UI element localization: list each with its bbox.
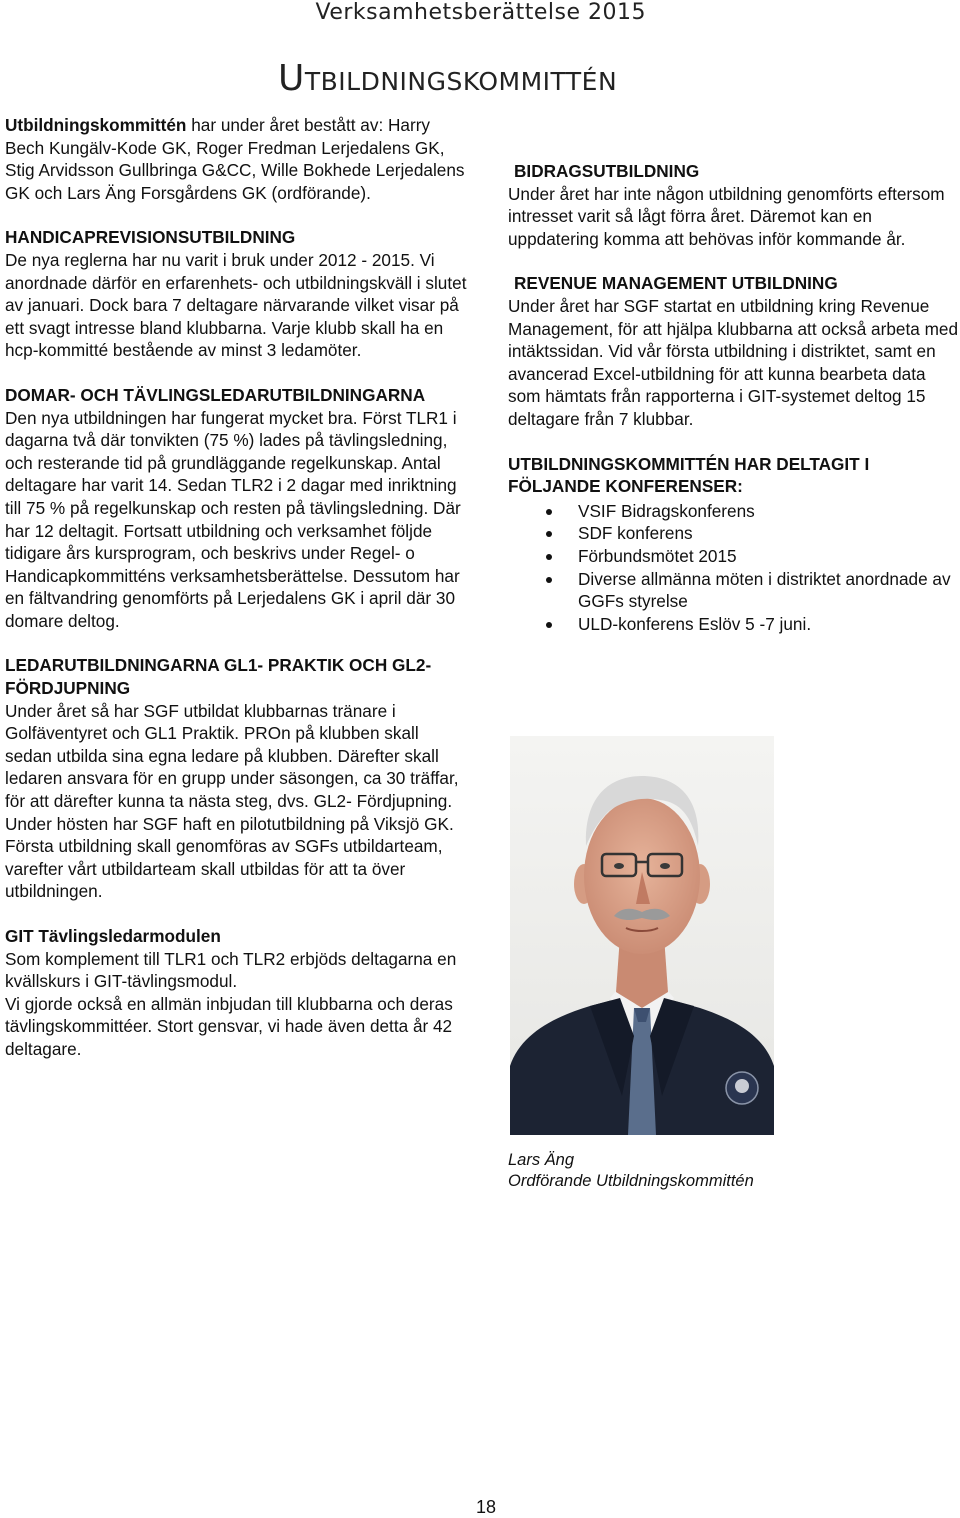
konferenser-list [508, 500, 960, 636]
list-item: ULD-konferens Eslöv 5 -7 juni. [578, 613, 960, 636]
caption-name: Lars Äng [508, 1151, 575, 1169]
page-number: 18 [476, 1497, 497, 1517]
portrait-photo [510, 736, 774, 1135]
handicap-heading: HANDICAPREVISIONSUTBILDNING [5, 227, 296, 248]
right-column [508, 160, 960, 635]
bidrag-body: Under året har inte någon utbildning genomförts eftersom intresset varit så lågt förra året. Däremot kan en uppdatering komma att behövas inför kommande år. [508, 183, 945, 249]
git-body-1: Som komplement till TLR1 och TLR2 erbjöds deltagarna en kvällskurs i GIT-tävlingsmodul. [5, 948, 457, 992]
list-item: Förbundsmötet 2015 [578, 545, 960, 568]
intro-text: har under året bestått av: Harry Bech Kungälv-Kode GK, Roger Fredman Lerjedalens GK, Stig Arvidsson Gullbringa G&CC, Wille Bokhede Lerjedalens GK och Lars Äng Forsgårdens GK (ordförande). [5, 115, 465, 203]
konferenser-heading: UTBILDNINGSKOMMITTÉN HAR DELTAGIT I FÖLJANDE KONFERENSER: [508, 453, 870, 497]
list-item: Diverse allmänna möten i distriktet anordnade av GGFs styrelse [578, 568, 960, 613]
section-title: Utbildningskommittén [278, 58, 618, 99]
report-title: Verksamhetsberättelse 2015 [315, 0, 646, 25]
domar-heading: DOMAR- OCH TÄVLINGSLEDARUTBILDNINGARNA [5, 384, 426, 405]
list-item: SDF konferens [578, 522, 960, 545]
ledar-heading: LEDARUTBILDNINGARNA GL1- PRAKTIK OCH GL2- FÖRDJUPNING [5, 655, 432, 699]
bidrag-heading: BIDRAGSUTBILDNING [514, 161, 700, 181]
photo-caption [508, 1150, 754, 1192]
caption-role: Ordförande Utbildningskommittén [508, 1172, 754, 1190]
left-column [5, 114, 470, 1061]
intro-paragraph [5, 114, 470, 204]
revenue-heading: REVENUE MANAGEMENT UTBILDNING [514, 273, 838, 294]
intro-bold: Utbildningskommittén [5, 115, 187, 135]
list-item: VSIF Bidragskonferens [578, 500, 960, 523]
git-body-2: Vi gjorde också en allmän inbjudan till klubbarna och deras tävlingskommittéer. Stort gensvar, vi hade även detta år 42 deltagare. [5, 993, 453, 1059]
revenue-body: Under året har SGF startat en utbildning kring Revenue Management, för att hjälpa klubbarna att också arbeta med intäktssidan. Vid vår första utbildning i distriktet, samt en avancerad Excel-utbildning för att kunna bearbeta data som hämtats från rapporterna i GIT-systemet deltog 15 deltagare från 7 klubbar. [508, 295, 959, 429]
handicap-body: De nya reglerna har nu varit i bruk under 2012 - 2015. Vi anordnade därför en erfarenhets- och utbildningskväll i slutet av januari. Dock bara 7 deltagare närvarande vilket visar på ett svagt intresse bland klubbarna. Varje klubb skall ha en hcp-kommitté bestående av minst 3 ledamöter. [5, 249, 467, 361]
git-heading: GIT Tävlingsledarmodulen [5, 926, 221, 946]
ledar-body: Under året så har SGF utbildat klubbarnas tränare i Golfäventyret och GL1 Praktik. PROn på klubben skall sedan utbilda sina egna ledare på klubben. Därefter skall ledaren ansvara för en grupp under säsongen, ca 30 träffar, för att därefter kunna ta nästa steg, dvs. GL2- Fördjupning. Under hösten har SGF haft en pilotutbildning på Viksjö GK. Första utbildning skall genomföras av SGFs utbildarteam, varefter vårt utbildarteam skall utbildas för att ta över utbildningen. [5, 700, 459, 902]
domar-body: Den nya utbildningen har fungerat mycket bra. Först TLR1 i dagarna två där tonvikten (75 %) lades på tävlingsledning, och resterande tid på grundläggande regelkunskap. Antal deltagare har varit 14. Sedan TLR2 i 2 dagar med inriktning till 75 % på regelkunskap och resten på tävlingsledning. Där har 12 deltagit. Fortsatt utbildning och verksamhet följde tidigare års kursprogram, och beskrivs under Regel- o Handicapkommitténs verksamhetsberättelse. Dessutom har en fältvandring genomförts på Lerjedalens GK i april där 30 domare deltog. [5, 407, 461, 631]
